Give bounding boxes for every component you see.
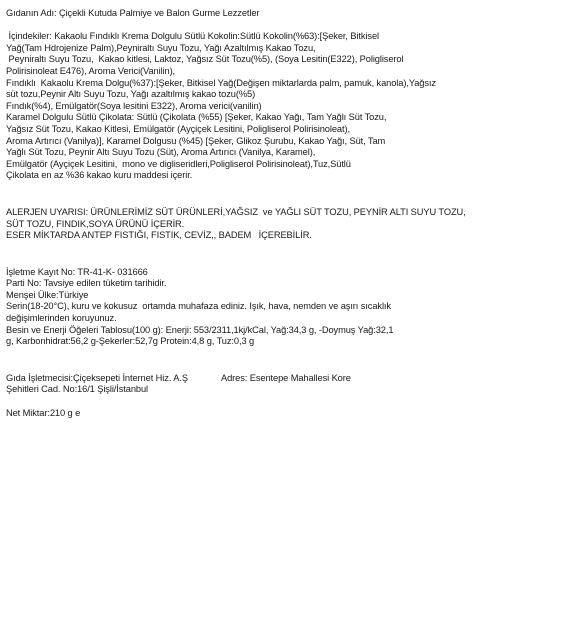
- net-weight: Net Miktar:210 g e: [6, 407, 81, 418]
- spacer: [6, 242, 576, 267]
- spacer: [6, 348, 576, 373]
- ingredients-line: Yağsız Süt Tozu, Kakao Kitlesi, Emülgatör (Ayçiçek Lesitini, Poligliserol Polirisinoleat),: [6, 123, 350, 134]
- storage-instructions: değişimlerinden koruyunuz.: [6, 313, 117, 324]
- ingredients-line: Karamel Dolgulu Sütlü Çikolata: Sütlü (Çikolata (%55) [Şeker, Kakao Yağı, Tam Yağlı Süt Tozu,: [6, 112, 387, 123]
- producer-address: Adres: Esentepe Mahallesi Kore: [221, 372, 351, 383]
- ingredients-line: Emülgatör (Ayçiçek Lesitini, mono ve digliseridleri,Poligliserol Polirisinoleat),Tuz,Sütlü: [6, 158, 351, 169]
- ingredients-line: Peyniraltı Suyu Tozu, Kakao kitlesi, Laktoz, Yağsız Süt Tozu(%5), (Soya Lesitin(E322), Poligliserol: [6, 54, 404, 65]
- ingredients-line: Aroma Artırıcı (Vanilya)], Karamel Dolgusu (%45) [Şeker, Glikoz Şurubu, Kakao Yağı, Süt, Tam: [6, 135, 386, 146]
- product-label-document: [6, 8, 576, 419]
- allergen-line: ALERJEN UYARISI: ÜRÜNLERİMİZ SÜT ÜRÜNLERİ,YAĞSIZ ve YAĞLI SÜT TOZU, PEYNİR ALTI SUYU TOZU,: [6, 206, 466, 217]
- ingredients-line: Fındıklı Kakaolu Krema Dolgu(%37):[Şeker, Bitkisel Yağ(Değişen miktarlarda palm, pamuk, kanola),Yağsız: [6, 77, 436, 88]
- ingredients-line: Çikolata en az %36 kakao kuru maddesi içerir.: [6, 170, 193, 181]
- ingredients-line: İçindekiler: Kakaolu Fındıklı Krema Dolgulu Sütlü Kokolin:Sütlü Kokolin(%63):[Şeker, Bitkisel: [6, 31, 379, 42]
- producer-row: [6, 373, 576, 385]
- ingredients-line: Yağlı Süt Tozu, Peynir Altı Suyu Tozu (Süt), Aroma Artırıcı (Vanilya, Karamel),: [6, 147, 316, 158]
- ingredients-line: Polirisinoleat E476), Aroma Verici(Vanilin),: [6, 65, 176, 76]
- producer-address-line-2: Şehitleri Cad. No:16/1 Şişli/İstanbul: [6, 384, 149, 395]
- ingredients-section: [6, 31, 576, 182]
- batch-number: Parti No: Tavsiye edilen tüketim tarihidir.: [6, 278, 167, 289]
- product-name: Gıdanın Adı: Çiçekli Kutuda Palmiye ve Balon Gurme Lezzetler: [6, 8, 260, 18]
- spacer: [6, 182, 576, 207]
- allergen-line: ESER MİKTARDA ANTEP FISTIĞI, FISTIK, CEVİZ,, BADEM İÇEREBİLİR.: [6, 230, 312, 241]
- producer-section: [6, 373, 576, 396]
- ingredients-line: süt tozu,Peynir Altı Suyu Tozu, Yağı azaltılmış kakao tozu(%5): [6, 89, 256, 100]
- spacer: [6, 396, 576, 408]
- nutrition-facts: Besin ve Enerji Öğeleri Tablosu(100 g): Enerji: 553/2311,1kj/kCal, Yağ:34,3 g, -Doymuş Yağ:32,1: [6, 324, 394, 335]
- ingredients-line: Fındık(%4), Emülgatör(Soya lesitini E322), Aroma verici(vanilin): [6, 100, 262, 111]
- producer-company: Gıda İşletmecisi:Çiçeksepeti İnternet Hiz. A.Ş: [6, 372, 188, 383]
- nutrition-facts: g, Karbonhidrat:56,2 g-Şekerler:52,7g Protein:4,8 g, Tuz:0,3 g: [6, 336, 255, 347]
- business-info-section: [6, 267, 576, 348]
- storage-instructions: Serin(18-20°C), kuru ve kokusuz ortamda muhafaza ediniz. Işık, hava, nemden ve aşırı sıcaklık: [6, 301, 391, 312]
- country-of-origin: Menşei Ülke:Türkiye: [6, 289, 89, 300]
- registration-number: İşletme Kayıt No: TR-41-K- 031666: [6, 266, 148, 277]
- ingredients-line: Yağ(Tam Hdrojenize Palm),Peyniraltı Suyu Tozu, Yağı Azaltılmış Kakao Tozu,: [6, 42, 316, 53]
- allergen-line: SÜT TOZU, FINDIK,SOYA ÜRÜNÜ İÇERİR.: [6, 218, 185, 229]
- spacer: [6, 20, 576, 32]
- allergen-section: [6, 207, 576, 242]
